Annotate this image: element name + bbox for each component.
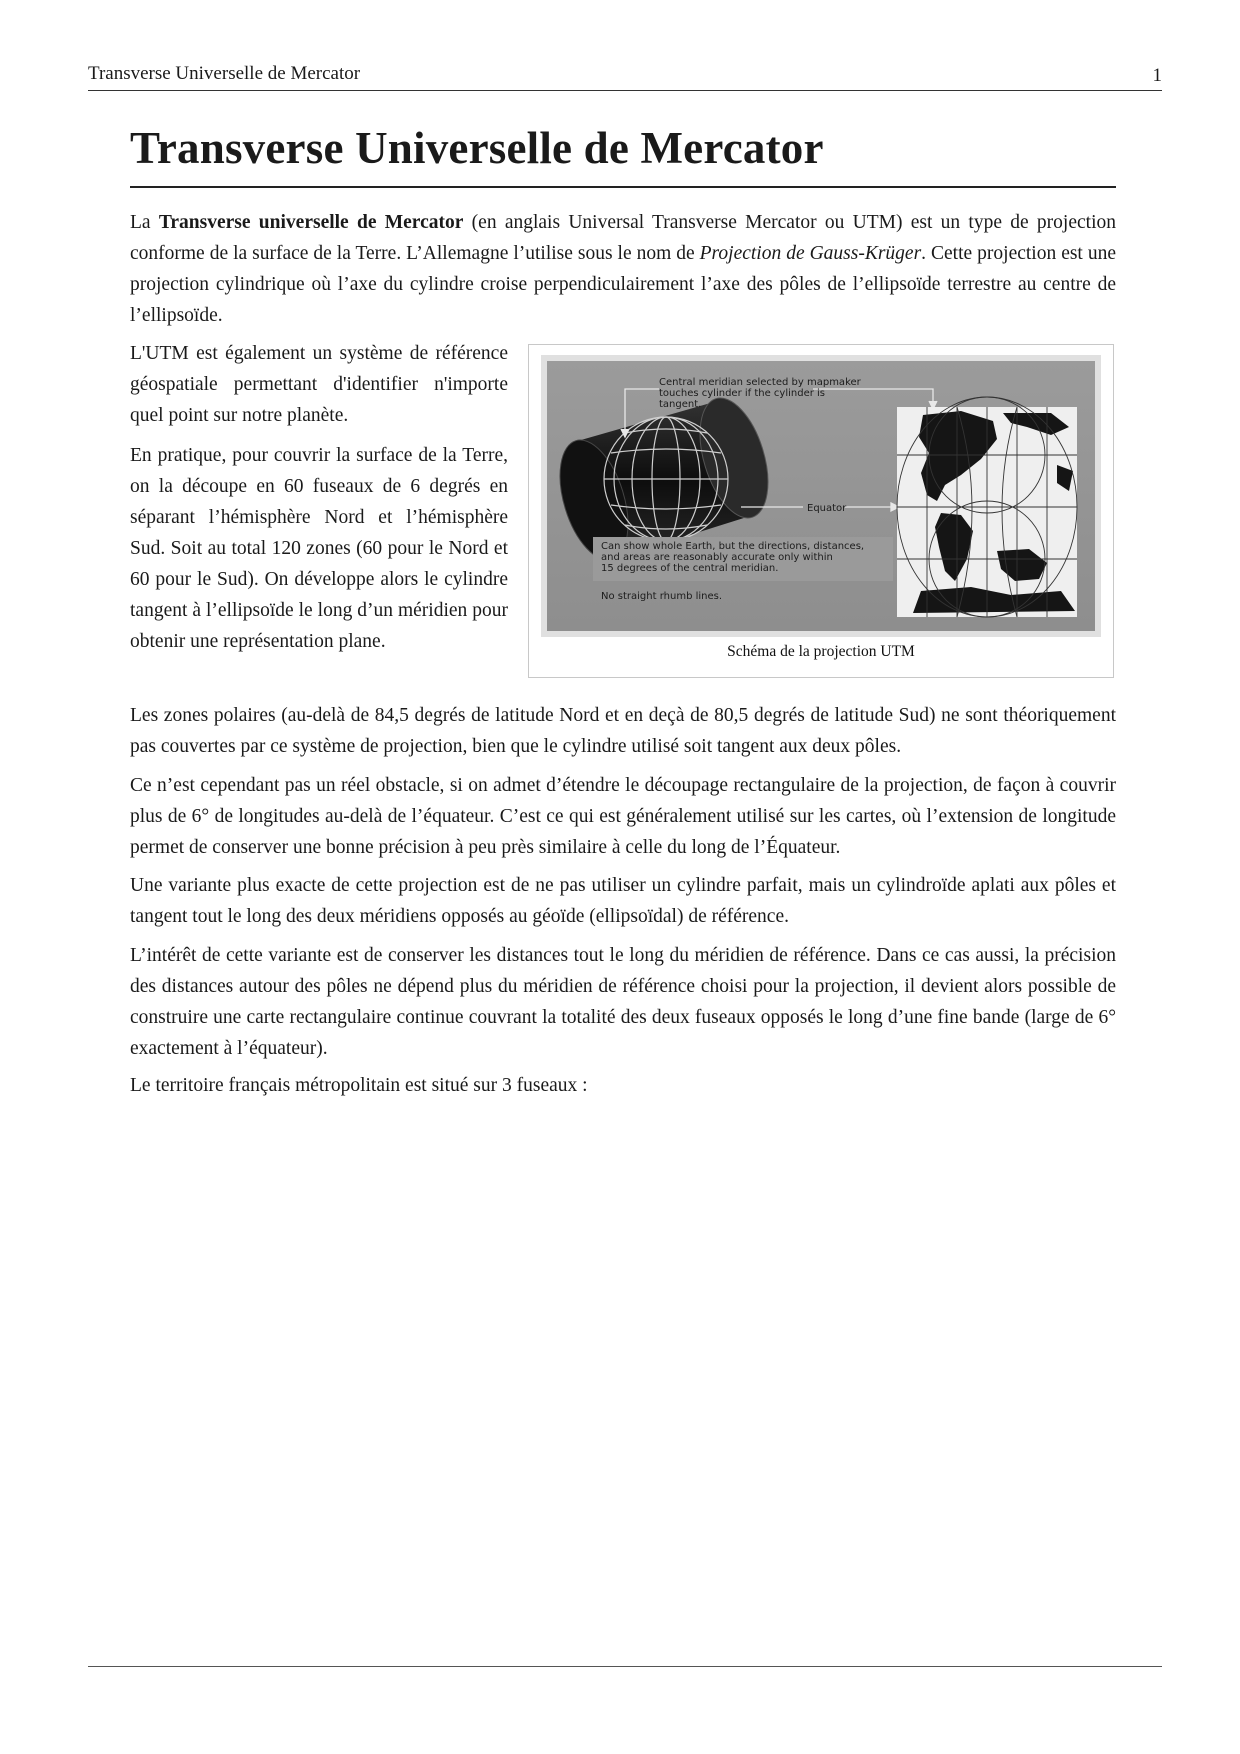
polaires-paragraph: Les zones polaires (au-delà de 84,5 degrés de latitude Nord et en deçà de 80,5 degrés de latitude Sud) ne sont théoriquement pas couvertes par ce système de projection, bien que le cylindre utilisé soit tangent aux deux pôles. bbox=[130, 705, 1116, 757]
obstacle-paragraph: Ce n’est cependant pas un réel obstacle, si on admet d’étendre le découpage rectangulaire de la projection, de façon à couvrir plus de 6° de longitudes au-delà de l’équateur. C’est ce qui est généralement utilisé sur les cartes, où l’extension de longitude permet de conserver une bonne précision à peu près similaire à celle du long de l’Équateur. bbox=[130, 775, 1116, 858]
utm-figure bbox=[528, 344, 1114, 678]
intro-paragraph bbox=[130, 207, 1116, 331]
running-header-title: Transverse Universelle de Mercator bbox=[88, 63, 361, 84]
accuracy-label-2: and areas are reasonably accurate only within bbox=[601, 552, 833, 563]
equator-label: Equator bbox=[807, 503, 847, 514]
intro-bold-term: Transverse universelle de Mercator bbox=[158, 212, 464, 233]
intro-end: . Cette projection est une projection cylindrique où l’axe du cylindre croise perpendiculairement l’axe des pôles de l’ellipsoïde terrestre au centre de l’ellipsoïde. bbox=[130, 243, 1116, 326]
article-title: Transverse Universelle de Mercator bbox=[130, 122, 1116, 188]
variante-paragraph: Une variante plus exacte de cette projection est de ne pas utiliser un cylindre parfait, mais un cylindroïde aplati aux pôles et tangent tout le long des deux méridiens opposés au géoïde (ellipsoïdal) de référence. bbox=[130, 875, 1116, 927]
meridian-label-1: Central meridian selected by mapmaker bbox=[659, 377, 861, 388]
meridian-label-2: touches cylinder if the cylinder is bbox=[659, 388, 826, 399]
accuracy-label-1: Can show whole Earth, but the directions, distances, bbox=[601, 541, 865, 552]
intro-middle: (en anglais Universal Transverse Mercator ou UTM) est un type de projection conforme de la surface de la Terre. L’Allemagne l’utilise sous le nom de bbox=[130, 212, 1116, 264]
meridian-label-3: tangent. bbox=[659, 399, 702, 410]
interet-paragraph: L’intérêt de cette variante est de conserver les distances tout le long du méridien de référence. Dans ce cas aussi, la précision des distances autour des pôles ne dépend plus du méridien de référence choisi pour la projection, il devient alors possible de construire une carte rectangulaire continue couvrant la totalité des deux fuseaux opposés le long d’une fine bande (large de 6° exactement à l’équateur). bbox=[130, 945, 1116, 1059]
transverse-map bbox=[897, 397, 1077, 617]
accuracy-label-3: 15 degrees of the central meridian. bbox=[601, 563, 779, 574]
figure-caption: Schéma de la projection UTM bbox=[727, 643, 915, 660]
footer-rule bbox=[88, 1666, 1162, 1667]
rhumb-label: No straight rhumb lines. bbox=[601, 591, 723, 602]
intro-italic-term: Projection de Gauss-Krüger bbox=[699, 243, 922, 264]
utm-projection-diagram bbox=[541, 355, 1101, 637]
page-number: 1 bbox=[1152, 65, 1162, 86]
territoire-paragraph: Le territoire français métropolitain est situé sur 3 fuseaux : bbox=[130, 1075, 588, 1096]
intro-lead: La bbox=[130, 212, 159, 233]
utm-paragraph: L'UTM est également un système de référence géospatiale permettant d'identifier n'importe quel point sur notre planète. bbox=[130, 343, 508, 426]
running-header bbox=[88, 60, 1162, 91]
pratique-paragraph: En pratique, pour couvrir la surface de la Terre, on la découpe en 60 fuseaux de 6 degrés en séparant l’hémisphère Nord et l’hémisphère Sud. Soit au total 120 zones (60 pour le Nord et 60 pour le Sud). On développe alors le cylindre tangent à l’ellipsoïde le long d’un méridien pour obtenir une représentation plane. bbox=[130, 445, 508, 652]
